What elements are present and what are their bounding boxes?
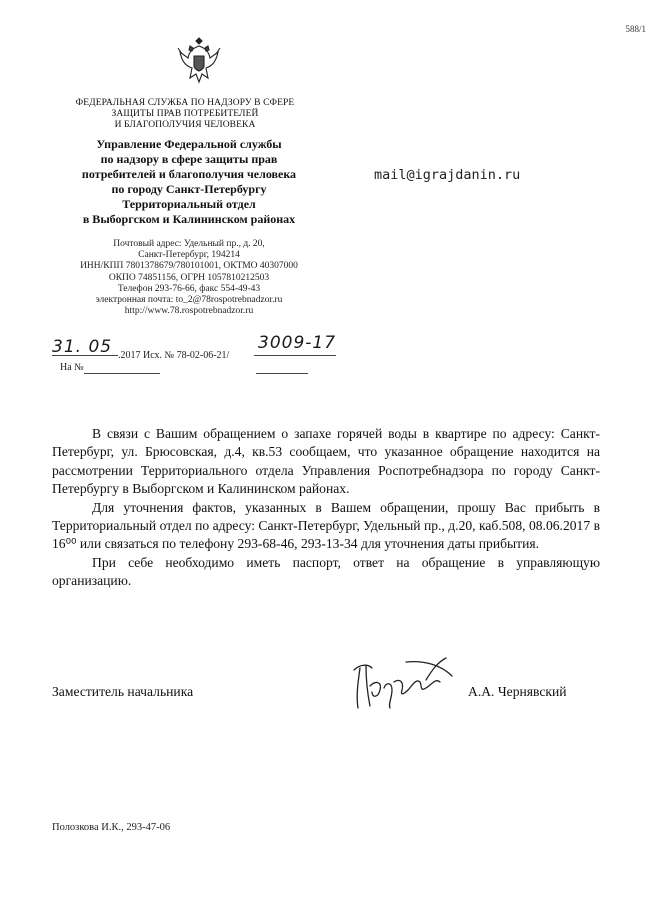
agency-line: ФЕДЕРАЛЬНАЯ СЛУЖБА ПО НАДЗОРУ В СФЕРЕ — [75, 98, 295, 108]
department-line: по городу Санкт-Петербургу — [111, 182, 267, 196]
postal-address: Почтовый адрес: Удельный пр., д. 20, — [113, 239, 265, 249]
okpo-ogrn: ОКПО 74851156, ОГРН 1057810212503 — [108, 272, 270, 283]
executor-contact: Полозкова И.К., 293-47-06 — [52, 822, 171, 833]
handwritten-date: 31. 05 — [52, 337, 113, 357]
outgoing-number-label: .2017 Исх. № 78-02-06-21/ — [118, 350, 230, 361]
postal-city: Санкт-Петербург, 194214 — [138, 250, 240, 261]
recipient-email: mail@igrajdanin.ru — [374, 167, 521, 183]
website: http://www.78.rospotrebnadzor.ru — [124, 306, 254, 317]
handwritten-signature — [346, 652, 462, 714]
phone-fax: Телефон 293-76-66, факс 554-49-43 — [117, 283, 261, 294]
department-name — [60, 137, 318, 227]
department-line: Управление Федеральной службы — [96, 137, 282, 151]
contact-block — [60, 239, 318, 317]
date-underline — [52, 355, 118, 356]
body-paragraph: Для уточнения фактов, указанных в Вашем обращении, прошу Вас прибыть в Территориальный отдел по адресу: Санкт-Петербург, Удельный пр., д.20, каб.508, 08.06.2017 в 16⁰⁰ или связаться по телефону 293-68-46, 293-13-34 для уточнения даты прибытия. — [52, 499, 600, 552]
body-paragraph: В связи с Вашим обращением о запахе горячей воды в квартире по адресу: Санкт-Петербург, ул. Брюсовская, д.4, кв.53 сообщаем, что указанное обращение находится на рассмотрении Территориального отдела Управления Роспотребнадзора по городу Санкт-Петербургу в Выборгском и Калининском районах. — [52, 426, 600, 497]
agency-line: И БЛАГОПОЛУЧИЯ ЧЕЛОВЕКА — [114, 120, 256, 130]
body-paragraph: При себе необходимо иметь паспорт, ответ на обращение в управляющую организацию. — [52, 554, 600, 589]
agency-line: ЗАЩИТЫ ПРАВ ПОТРЕБИТЕЛЕЙ — [111, 109, 259, 119]
number-underline — [254, 355, 336, 356]
page-reference: 588/1 — [625, 24, 646, 34]
double-headed-eagle-emblem — [176, 34, 222, 86]
department-line: в Выборгском и Калининском районах — [82, 212, 296, 226]
department-line: потребителей и благополучия человека — [81, 167, 297, 181]
signatory-name: А.А. Чернявский — [468, 684, 567, 699]
department-line: по надзору в сфере защиты прав — [100, 152, 278, 166]
department-line: Территориальный отдел — [122, 197, 256, 211]
reference-underline-2 — [256, 373, 308, 374]
signatory-title: Заместитель начальника — [52, 684, 194, 699]
letter-body — [52, 425, 600, 591]
email: электронная почта: to_2@78rospotrebnadzor.ru — [95, 295, 283, 306]
reference-label: На № — [60, 362, 84, 373]
inn-kpp: ИНН/КПП 7801378679/780101001, ОКТМО 40307000 — [80, 261, 298, 272]
reference-underline — [84, 373, 160, 374]
agency-name — [60, 98, 310, 131]
handwritten-number: 3009-17 — [258, 333, 337, 353]
